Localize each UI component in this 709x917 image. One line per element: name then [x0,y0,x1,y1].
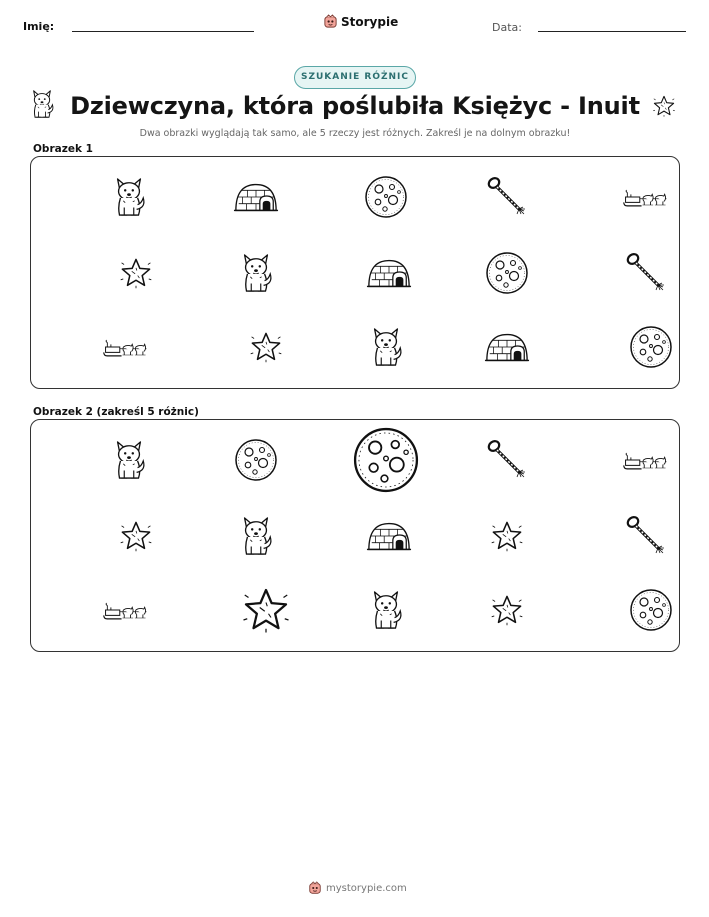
brand-logo [323,14,398,29]
sled-icon [102,334,150,360]
picture1-panel [30,156,680,389]
star-icon [119,256,153,290]
activity-badge: SZUKANIE RÓŻNIC [294,66,416,89]
date-label: Data: [492,21,522,34]
moon-icon-large[interactable] [352,426,420,494]
star-icon-large[interactable] [241,585,291,635]
dog-icon[interactable] [367,587,405,633]
footer [308,881,407,895]
dog-icon [367,324,405,370]
star-icon[interactable] [490,519,524,553]
date-line[interactable] [538,31,686,32]
rope-icon[interactable] [485,438,529,482]
page-title: Dziewczyna, która poślubiła Księżyc - Inuit [70,92,640,120]
star-icon [249,330,283,364]
storypie-footer-logo-icon [308,881,322,895]
moon-icon[interactable] [234,438,278,482]
storypie-logo-icon [323,14,338,29]
dog-icon[interactable] [110,437,148,483]
footer-site: mystorypie.com [326,882,407,894]
moon-icon [485,251,529,295]
igloo-icon [233,180,279,214]
name-line[interactable] [72,31,254,32]
picture1-label: Obrazek 1 [33,143,93,155]
igloo-icon [366,256,412,290]
igloo-icon[interactable] [366,519,412,553]
moon-icon[interactable] [629,588,673,632]
moon-icon [629,325,673,369]
sled-icon [622,184,670,210]
igloo-icon [484,330,530,364]
dog-icon [110,174,148,220]
rope-icon[interactable] [624,514,668,558]
dog-icon[interactable] [237,513,275,559]
moon-icon [364,175,408,219]
name-label: Imię: [23,20,55,33]
rope-icon [485,175,529,219]
sled-icon[interactable] [102,597,150,623]
brand-name: Storypie [341,14,399,29]
instructions: Dwa obrazki wyglądają tak samo, ale 5 rzeczy jest różnych. Zakreśl je na dolnym obrazku! [139,128,571,139]
sled-icon[interactable] [622,447,670,473]
picture2-label: Obrazek 2 (zakreśl 5 różnic) [33,406,199,418]
star-icon[interactable] [490,593,524,627]
star-corner-icon [652,94,676,118]
dog-corner-icon [28,88,58,122]
rope-icon [624,251,668,295]
picture2-panel[interactable] [30,419,680,652]
dog-icon [237,250,275,296]
star-icon[interactable] [119,519,153,553]
